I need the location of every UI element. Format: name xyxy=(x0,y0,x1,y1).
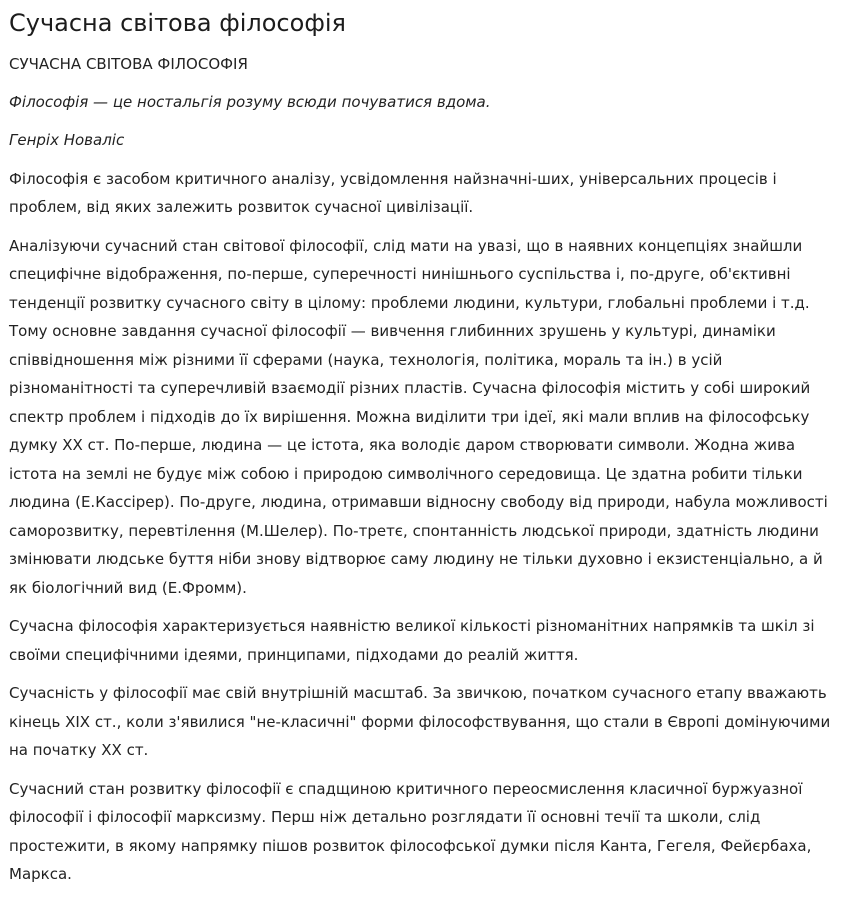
page-title: Сучасна світова філософія xyxy=(9,9,346,37)
epigraph-quote: Філософія — це ностальгія розуму всюди почуватися вдома. xyxy=(9,92,491,111)
body-paragraph: Філософія є засобом критичного аналізу, усвідомлення найзначні-ших, універсальних процесів і проблем, від яких залежить розвиток сучасної цивілізації. xyxy=(9,169,777,216)
body-paragraph: Сучасність у філософії має свій внутрішній масштаб. За звичкою, початком сучасного етапу вважають кінець XIX ст., коли з'явилися "не-класичні" форми філософствування, що стали в Європі домінуючими на початку XX ст. xyxy=(9,684,831,759)
body-paragraph: Сучасна філософія характеризується наявністю великої кількості різноманітних напрямків та шкіл зі своїми специфічними ідеями, принципами, підходами до реалій життя. xyxy=(9,617,815,664)
document-subtitle: СУЧАСНА СВІТОВА ФІЛОСОФІЯ xyxy=(9,55,248,73)
body-paragraph: Сучасний стан розвитку філософії є спадщиною критичного переосмислення класичної буржуазної філософії і філософії марксизму. Перш ніж детально розглядати її основні течії та школи, слід простежити, в якому напрямку пішов розвиток філософської думки після Канта, Гегеля, Фейєрбаха, Маркса. xyxy=(9,779,812,883)
body-paragraph: Аналізуючи сучасний стан світової філософії, слід мати на увазі, що в наявних концепціях знайшли специфічне відображення, по-перше, суперечності нинішнього суспільства і, по-друге, об'єктивні тенденції розвитку сучасного світу в цілому: проблеми людини, культури, глобальні проблеми і т.д. Тому основне завдання сучасної філософії — вивчення глибинних зрушень у культурі, динаміки співвідношення між різними її сферами (наука, технологія, політика, мораль та ін.) в усій різноманітності та суперечливій взаємодії різних пластів. Сучасна філософія містить у собі широкий спектр проблем і підходів до їх вирішення. Можна виділити три ідеї, які мали вплив на філософську думку XX ст. По-перше, людина — це істота, яка володіє даром створювати символи. Жодна жива істота на землі не будує між собою і природою символічного середовища. Це здатна робити тільки людина (Е.Кассірер). По-друге, людина, отримавши відносну свободу від природи, набула можливості саморозвитку, перевтілення (М.Шелер). По-третє, спонтанність людської природи, здатність людини змінювати людське буття ніби знову відтворює саму людину не тільки духовно і екзистенціально, а й як біологічний вид (Е.Фромм). xyxy=(9,236,828,597)
epigraph-author: Генріх Новаліс xyxy=(9,131,125,149)
